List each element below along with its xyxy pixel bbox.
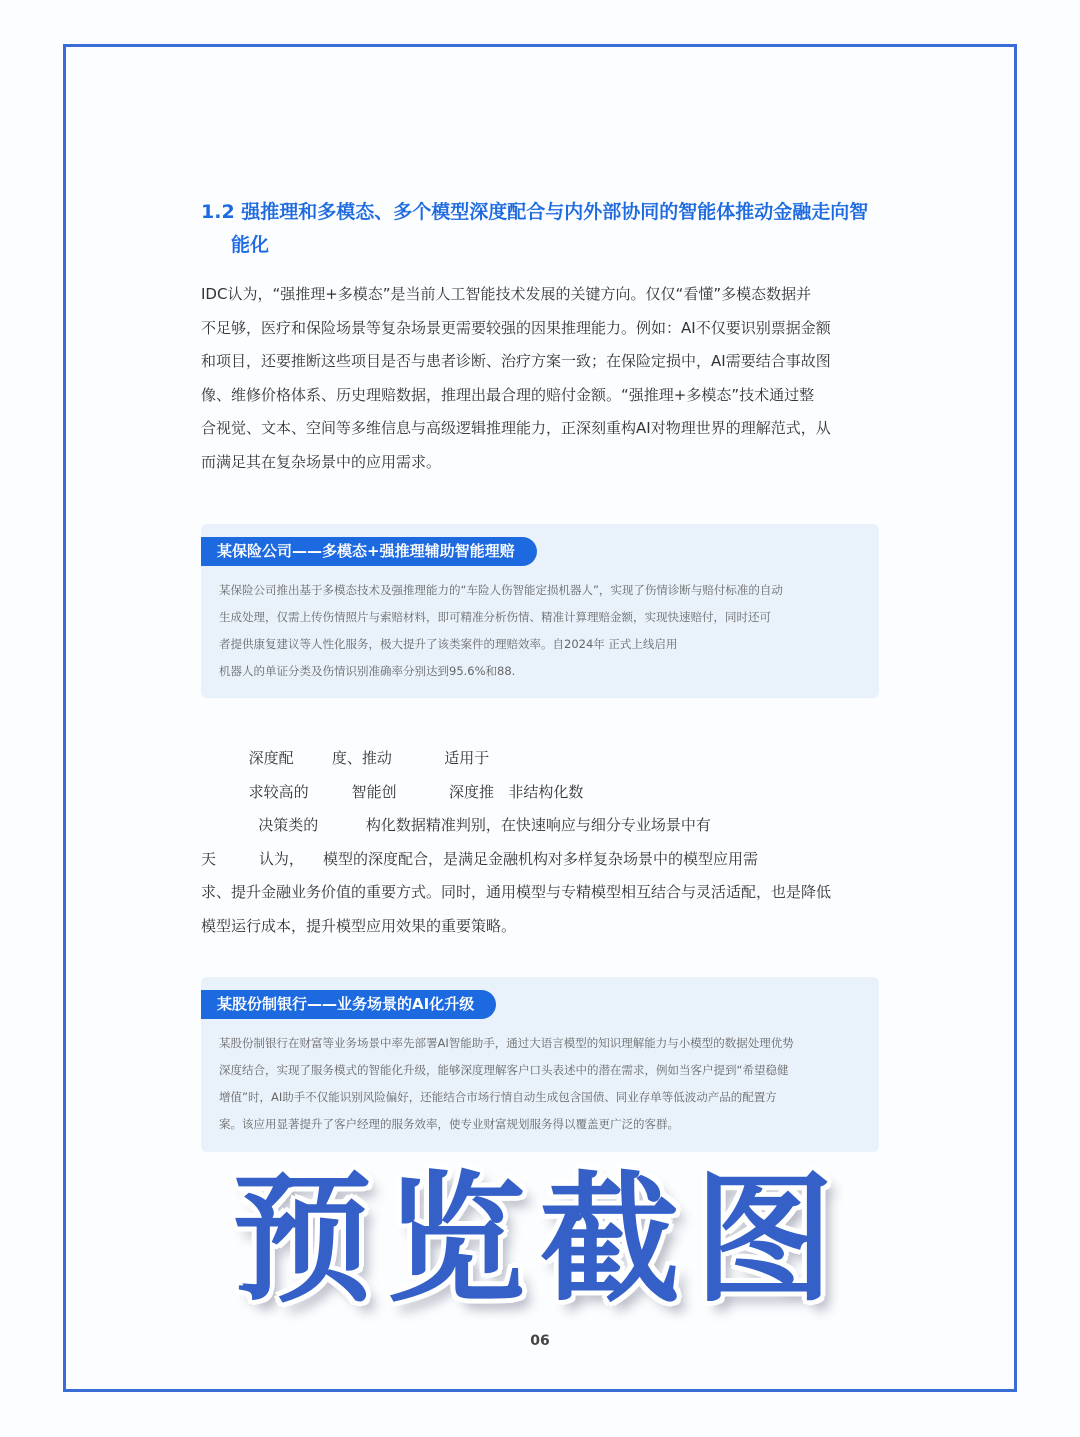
card-text-line: 增值”时，AI助手不仅能识别风险偏好，还能结合市场行情自动生成包含国债、同业存单等低波动产品的配置方 xyxy=(219,1090,777,1104)
text-line: IDC认为，“强推理+多模态”是当前人工智能技术发展的关键方向。仅仅“看懂”多模态数据并 xyxy=(201,285,812,303)
text-line: 和项目，还要推断这些项目是否与患者诊断、治疗方案一致；在保险定损中，AI需要结合事故图 xyxy=(201,352,831,371)
text-line: 求较高的 智能创 深度推 非结构化数 xyxy=(201,782,584,801)
page-number: 06 xyxy=(530,1333,550,1349)
preview-watermark: 预览截图 xyxy=(231,1159,848,1322)
paragraph-1 xyxy=(201,278,901,480)
card-text-line: 机器人的单证分类及伤情识别准确率分别达到95.6%和88. xyxy=(219,664,516,678)
case-tag: 某保险公司——多模态+强推理辅助智能理赔 xyxy=(201,537,537,566)
case-card-bank xyxy=(201,977,879,1152)
card-text-line: 深度结合，实现了服务模式的智能化升级，能够深度理解客户口头表述中的潜在需求，例如当客户提到“希望稳健 xyxy=(219,1063,789,1077)
text-line: 模型运行成本，提升模型应用效果的重要策略。 xyxy=(201,916,517,935)
text-line: 深度配 度、推动 适用于 xyxy=(201,749,490,767)
case-tag: 某股份制银行——业务场景的AI化升级 xyxy=(201,990,496,1019)
paragraph-2 xyxy=(201,742,901,944)
text-line: 决策类的 构化数据精准判别，在快速响应与细分专业场景中有 xyxy=(201,816,711,835)
card-text-line: 者提供康复建议等人性化服务，极大提升了该类案件的理赔效率。自2024年 正式上线启用 xyxy=(219,637,678,651)
heading-line-1: 1.2 强推理和多模态、多个模型深度配合与内外部协同的智能体推动金融走向智 xyxy=(201,201,869,223)
text-line: 求、提升金融业务价值的重要方式。同时，通用模型与专精模型相互结合与灵活适配，也是降低 xyxy=(201,883,832,902)
card-text-line: 生成处理，仅需上传伤情照片与索赔材料，即可精准分析伤情、精准计算理赔金额，实现快速赔付，同时还可 xyxy=(219,610,771,624)
text-line: 合视觉、文本、空间等多维信息与高级逻辑推理能力，正深刻重构AI对物理世界的理解范式，从 xyxy=(201,419,831,438)
text-line: 天 认为， 模型的深度配合，是满足金融机构对多样复杂场景中的模型应用需 xyxy=(201,849,758,868)
text-line: 不足够，医疗和保险场景等复杂场景更需要较强的因果推理能力。例如：AI不仅要识别票据金额 xyxy=(201,318,831,337)
text-line: 像、维修价格体系、历史理赔数据，推理出最合理的赔付金额。“强推理+多模态”技术通过整 xyxy=(201,385,815,404)
card-text-line: 案。该应用显著提升了客户经理的服务效率，使专业财富规划服务得以覆盖更广泛的客群。 xyxy=(219,1117,679,1131)
case-card-insurance xyxy=(201,524,879,698)
section-heading xyxy=(201,196,981,262)
card-text-line: 某股份制银行在财富等业务场景中率先部署AI智能助手，通过大语言模型的知识理解能力与小模型的数据处理优势 xyxy=(219,1036,794,1050)
heading-line-2: 能化 xyxy=(231,234,270,256)
text-line: 而满足其在复杂场景中的应用需求。 xyxy=(201,452,442,471)
card-text-line: 某保险公司推出基于多模态技术及强推理能力的“车险人伤智能定损机器人”，实现了伤情诊断与赔付标准的自动 xyxy=(219,583,783,597)
